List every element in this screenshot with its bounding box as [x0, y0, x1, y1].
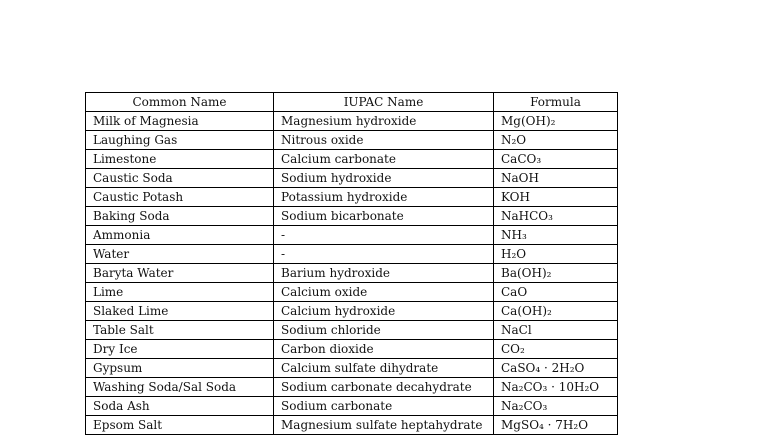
iupac-name-cell: Calcium oxide: [274, 283, 494, 302]
common-name-cell: Washing Soda/Sal Soda: [86, 378, 274, 397]
iupac-name-cell: -: [274, 245, 494, 264]
formula-cell: CO₂: [494, 340, 618, 359]
table-row: [86, 264, 618, 283]
iupac-name-cell: Calcium carbonate: [274, 150, 494, 169]
table-row: [86, 188, 618, 207]
common-name-cell: Caustic Potash: [86, 188, 274, 207]
formula-cell: KOH: [494, 188, 618, 207]
iupac-name-cell: Barium hydroxide: [274, 264, 494, 283]
table-row: [86, 112, 618, 131]
chemical-names-table: [85, 92, 618, 435]
iupac-name-cell: Calcium hydroxide: [274, 302, 494, 321]
common-name-cell: Dry Ice: [86, 340, 274, 359]
formula-cell: Ca(OH)₂: [494, 302, 618, 321]
table-row: [86, 397, 618, 416]
common-name-cell: Soda Ash: [86, 397, 274, 416]
formula-cell: N₂O: [494, 131, 618, 150]
formula-cell: NaCl: [494, 321, 618, 340]
formula-cell: NaOH: [494, 169, 618, 188]
table-row: [86, 378, 618, 397]
common-name-cell: Milk of Magnesia: [86, 112, 274, 131]
table-row: [86, 131, 618, 150]
iupac-name-cell: Nitrous oxide: [274, 131, 494, 150]
table-row: [86, 321, 618, 340]
table-row: [86, 359, 618, 378]
common-name-cell: Laughing Gas: [86, 131, 274, 150]
formula-cell: Na₂CO₃: [494, 397, 618, 416]
formula-cell: MgSO₄ · 7H₂O: [494, 416, 618, 435]
formula-cell: Mg(OH)₂: [494, 112, 618, 131]
iupac-name-cell: Sodium carbonate: [274, 397, 494, 416]
common-name-cell: Epsom Salt: [86, 416, 274, 435]
iupac-name-cell: Magnesium hydroxide: [274, 112, 494, 131]
table-row: [86, 302, 618, 321]
header-common-name: Common Name: [86, 93, 274, 112]
common-name-cell: Limestone: [86, 150, 274, 169]
formula-cell: Ba(OH)₂: [494, 264, 618, 283]
table-row: [86, 416, 618, 435]
common-name-cell: Gypsum: [86, 359, 274, 378]
table-row: [86, 150, 618, 169]
table-row: [86, 245, 618, 264]
iupac-name-cell: Carbon dioxide: [274, 340, 494, 359]
iupac-name-cell: -: [274, 226, 494, 245]
table-row: [86, 226, 618, 245]
iupac-name-cell: Sodium hydroxide: [274, 169, 494, 188]
iupac-name-cell: Magnesium sulfate heptahydrate: [274, 416, 494, 435]
common-name-cell: Caustic Soda: [86, 169, 274, 188]
common-name-cell: Ammonia: [86, 226, 274, 245]
iupac-name-cell: Sodium carbonate decahydrate: [274, 378, 494, 397]
iupac-name-cell: Sodium chloride: [274, 321, 494, 340]
formula-cell: CaCO₃: [494, 150, 618, 169]
table-row: [86, 169, 618, 188]
header-iupac-name: IUPAC Name: [274, 93, 494, 112]
table-header-row: [86, 93, 618, 112]
formula-cell: Na₂CO₃ · 10H₂O: [494, 378, 618, 397]
formula-cell: NH₃: [494, 226, 618, 245]
formula-cell: NaHCO₃: [494, 207, 618, 226]
table-row: [86, 207, 618, 226]
header-formula: Formula: [494, 93, 618, 112]
formula-cell: CaO: [494, 283, 618, 302]
table-row: [86, 283, 618, 302]
common-name-cell: Baryta Water: [86, 264, 274, 283]
iupac-name-cell: Sodium bicarbonate: [274, 207, 494, 226]
formula-cell: H₂O: [494, 245, 618, 264]
common-name-cell: Lime: [86, 283, 274, 302]
table-body: [86, 112, 618, 435]
table-row: [86, 340, 618, 359]
iupac-name-cell: Calcium sulfate dihydrate: [274, 359, 494, 378]
iupac-name-cell: Potassium hydroxide: [274, 188, 494, 207]
common-name-cell: Table Salt: [86, 321, 274, 340]
formula-cell: CaSO₄ · 2H₂O: [494, 359, 618, 378]
common-name-cell: Water: [86, 245, 274, 264]
common-name-cell: Baking Soda: [86, 207, 274, 226]
common-name-cell: Slaked Lime: [86, 302, 274, 321]
